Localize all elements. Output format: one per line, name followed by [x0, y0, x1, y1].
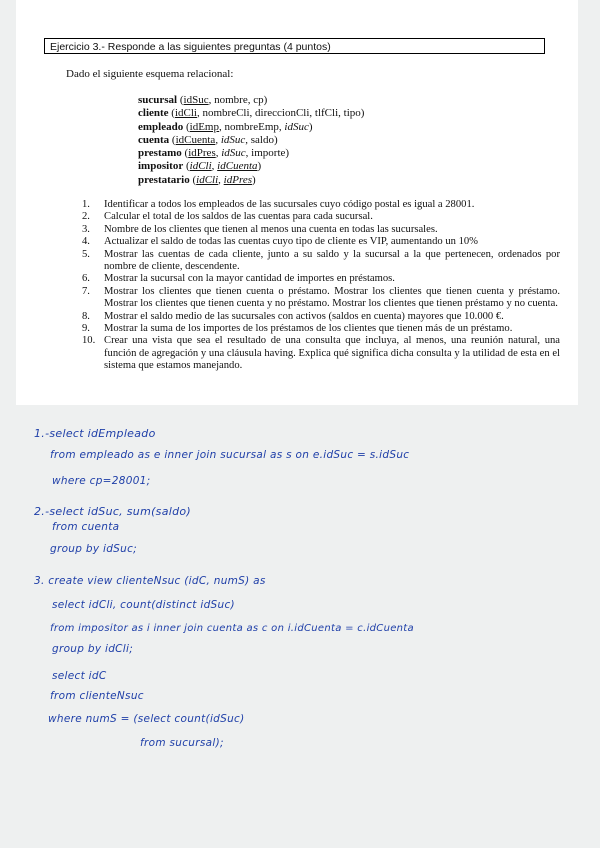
question-text: Nombre de los clientes que tienen al menos una cuenta en todas las sucursales. [104, 223, 438, 235]
relational-schema [138, 94, 364, 187]
question-item [80, 286, 560, 311]
relation-name: prestatario [138, 173, 190, 186]
question-text: Crear una vista que sea el resultado de una consulta que incluya, al menos, una reunión natural, una función de agregación y una cláusula having. Explica qué significa dicha consulta y la utilidad de esta en el sistema que estamos manejando. [104, 335, 560, 372]
handwritten-line: where cp=28001; [52, 475, 151, 487]
relation-name: cliente [138, 107, 169, 120]
exercise-header: Ejercicio 3.- Responde a las siguientes preguntas (4 puntos) [44, 38, 545, 54]
question-item [80, 236, 560, 248]
schema-relation [138, 160, 364, 173]
question-number: 5. [82, 248, 90, 260]
relation-attribute: ( [168, 107, 175, 120]
handwritten-line: 3. create view clienteNsuc (idC, numS) as [34, 575, 266, 587]
question-number: 8. [82, 310, 90, 322]
question-number: 9. [82, 323, 90, 335]
handwritten-line: from empleado as e inner join sucursal as s on e.idSuc = s.idSuc [50, 449, 410, 461]
relation-attribute: idEmp [189, 120, 219, 133]
relation-attribute: ( [183, 160, 190, 173]
relation-attribute: ) [257, 160, 262, 173]
question-item [80, 335, 560, 372]
relation-attribute: idSuc [284, 120, 309, 133]
question-item [80, 224, 560, 236]
handwritten-answers [0, 415, 600, 848]
relation-name: empleado [138, 120, 184, 133]
handwritten-line: select idC [52, 670, 107, 682]
relation-attribute: ( [177, 94, 184, 106]
question-item [80, 273, 560, 285]
handwritten-line: from sucursal); [140, 737, 224, 749]
relation-name: prestamo [138, 147, 182, 160]
relation-attribute: idCuenta [175, 133, 216, 146]
question-text: Mostrar las cuentas de cada cliente, junto a su saldo y la sucursal a la que pertenecen, ordenados por nombre de cliente, descendente. [104, 248, 560, 273]
relation-attribute: ( [181, 147, 189, 160]
relation-name: cuenta [138, 133, 170, 146]
question-number: 1. [82, 199, 90, 210]
relation-attribute: , [215, 133, 221, 146]
question-item [80, 249, 560, 274]
handwritten-line: 1.-select idEmpleado [34, 427, 156, 440]
handwritten-line: group by idSuc; [50, 543, 137, 555]
relation-attribute: , nombreCli, direccionCli, tlfCli, tipo) [196, 107, 365, 120]
question-number: 6. [82, 273, 90, 285]
schema-relation [138, 94, 364, 107]
relation-attribute: idCli [174, 107, 197, 120]
question-text: Mostrar la sucursal con la mayor cantidad de importes en préstamos. [104, 273, 395, 285]
question-text: Actualizar el saldo de todas las cuentas cuyo tipo de cliente es VIP, aumentando un 10% [104, 236, 479, 248]
question-text: Identificar a todos los empleados de las sucursales cuyo código postal es igual a 28001. [104, 199, 475, 210]
relation-attribute: idSuc [220, 133, 246, 146]
relation-attribute: idPres [223, 173, 252, 186]
relation-attribute: ( [183, 120, 190, 133]
schema-relation [138, 147, 364, 160]
question-text: Calcular el total de los saldos de las cuentas para cada sucursal. [104, 211, 373, 223]
relation-attribute: ) [251, 173, 256, 186]
question-number: 7. [82, 285, 90, 297]
relation-attribute: idCli [196, 173, 219, 186]
handwritten-line: where numS = (select count(idSuc) [48, 713, 245, 725]
handwritten-line: group by idCli; [52, 643, 134, 655]
relation-attribute: , nombreEmp, [219, 120, 285, 133]
schema-relation [138, 174, 364, 187]
question-text: Mostrar la suma de los importes de los préstamos de los clientes que tienen más de un préstamo. [104, 323, 513, 335]
relation-attribute: idSuc [183, 94, 209, 106]
intro-text: Dado el siguiente esquema relacional: [66, 68, 234, 80]
relation-attribute: , [218, 173, 224, 186]
schema-relation [138, 134, 364, 147]
question-number: 10. [82, 335, 96, 347]
handwritten-line: from clienteNsuc [50, 690, 144, 702]
handwritten-line: 2.-select idSuc, sum(saldo) [34, 505, 192, 518]
question-list [80, 199, 560, 373]
handwritten-line: from impositor as i inner join cuenta as c on i.idCuenta = c.idCuenta [50, 623, 414, 634]
question-text: Mostrar los clientes que tienen cuenta o préstamo. Mostrar los clientes que tienen cuenta y préstamo. Mostrar los clientes que tienen cuenta y no préstamo. Mostrar los clientes que tienen préstamo y no cuenta. [104, 285, 560, 310]
relation-name: impositor [138, 160, 184, 173]
question-number: 3. [82, 223, 90, 235]
handwritten-line: select idCli, count(distinct idSuc) [52, 599, 235, 611]
relation-attribute: ) [308, 120, 313, 133]
relation-attribute: ( [169, 133, 176, 146]
relation-attribute: idCuenta [217, 160, 258, 173]
schema-relation [138, 121, 364, 134]
relation-attribute: , [215, 147, 222, 160]
schema-relation [138, 107, 364, 120]
relation-attribute: , importe) [245, 147, 290, 160]
question-number: 4. [82, 236, 90, 248]
question-item [80, 311, 560, 323]
question-item [80, 199, 560, 211]
relation-attribute: idSuc [221, 147, 246, 160]
relation-attribute: , nombre, cp) [208, 94, 268, 106]
relation-attribute: ( [189, 173, 197, 186]
relation-attribute: , [211, 160, 218, 173]
relation-attribute: idCli [189, 160, 212, 173]
handwritten-line: from cuenta [52, 521, 120, 533]
question-text: Mostrar el saldo medio de las sucursales con activos (saldos en cuenta) mayores que 10.000 €. [104, 310, 504, 322]
relation-name: sucursal [138, 94, 178, 106]
relation-attribute: idPres [188, 147, 216, 160]
question-item [80, 323, 560, 335]
question-item [80, 211, 560, 223]
question-number: 2. [82, 211, 90, 223]
relation-attribute: , saldo) [245, 133, 278, 146]
